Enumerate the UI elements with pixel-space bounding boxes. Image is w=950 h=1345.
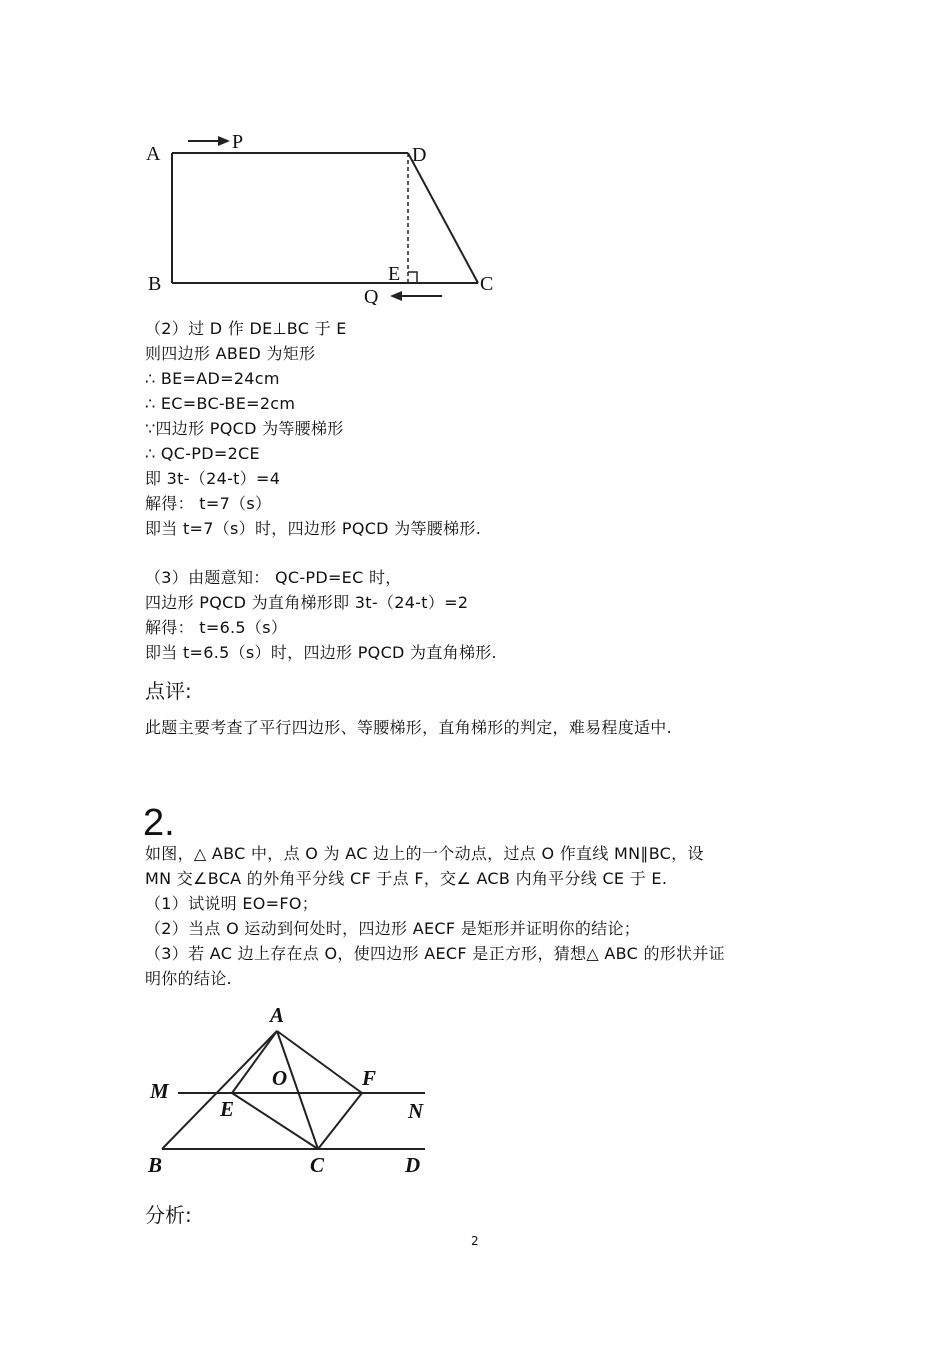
- label-n: N: [408, 1099, 424, 1123]
- segment-ec: [232, 1093, 318, 1149]
- solution-line: （2）过 D 作 DE⊥BC 于 E: [145, 319, 347, 338]
- label-d: D: [412, 144, 427, 166]
- label-c: C: [480, 273, 494, 295]
- label-e: E: [220, 1097, 235, 1121]
- label-e: E: [388, 263, 401, 285]
- problem-line: （2）当点 O 运动到何处时，四边形 AECF 是矩形并证明你的结论；: [145, 919, 641, 938]
- problem-line: （3）若 AC 边上存在点 O，使四边形 AECF 是正方形，猜想△ ABC 的形状并证: [145, 944, 725, 963]
- label-a: A: [146, 143, 161, 165]
- solution-line: ∴ BE=AD=24cm: [145, 369, 280, 388]
- label-f: F: [362, 1066, 377, 1090]
- label-c: C: [310, 1153, 325, 1177]
- label-d: D: [405, 1153, 421, 1177]
- segment-ae: [232, 1031, 277, 1093]
- label-b: B: [148, 1153, 163, 1177]
- solution-line: 即 3t-（24-t）=4: [145, 469, 281, 488]
- review-heading: 点评:: [145, 679, 192, 703]
- page-number: 2: [471, 1234, 479, 1248]
- label-a: A: [270, 1003, 285, 1027]
- problem-line: 如图，△ ABC 中，点 O 为 AC 边上的一个动点，过点 O 作直线 MN∥BC，设: [145, 844, 704, 863]
- side-ab: [162, 1031, 277, 1149]
- side-dc: [408, 153, 478, 283]
- solution-line: 即当 t=7（s）时，四边形 PQCD 为等腰梯形.: [145, 519, 482, 538]
- solution-line: 解得： t=7（s）: [145, 494, 272, 513]
- solution-line: 解得： t=6.5（s）: [145, 618, 288, 637]
- solution-line: 则四边形 ABED 为矩形: [145, 344, 316, 363]
- label-o: O: [272, 1066, 288, 1090]
- triangle-figure: [140, 1000, 440, 1185]
- solution-line: ∵四边形 PQCD 为等腰梯形: [145, 419, 344, 438]
- right-angle-mark: [408, 272, 417, 283]
- side-ac: [277, 1031, 318, 1149]
- label-p: P: [232, 131, 244, 153]
- label-m: M: [150, 1079, 169, 1103]
- problem-number: 2.: [143, 802, 175, 844]
- solution-line: 四边形 PQCD 为直角梯形即 3t-（24-t）=2: [145, 593, 469, 612]
- solution-line: （3）由题意知： QC-PD=EC 时，: [145, 568, 402, 587]
- solution-line: 即当 t=6.5（s）时，四边形 PQCD 为直角梯形.: [145, 643, 497, 662]
- analysis-heading: 分析:: [145, 1203, 192, 1227]
- trapezoid-figure: [140, 125, 510, 305]
- problem-line: 明你的结论.: [145, 969, 232, 988]
- problem-line: MN 交∠BCA 的外角平分线 CF 于点 F，交∠ ACB 内角平分线 CE 于 E.: [145, 869, 668, 888]
- arrow-q-head: [390, 291, 402, 301]
- segment-fc: [318, 1093, 362, 1149]
- problem-line: （1）试说明 EO=FO；: [145, 894, 319, 913]
- label-q: Q: [364, 286, 379, 305]
- arrow-p-head: [218, 136, 230, 146]
- segment-af: [277, 1031, 362, 1093]
- label-b: B: [148, 273, 162, 295]
- solution-line: ∴ QC-PD=2CE: [145, 444, 260, 463]
- solution-line: ∴ EC=BC-BE=2cm: [145, 394, 296, 413]
- review-text: 此题主要考查了平行四边形、等腰梯形，直角梯形的判定，难易程度适中.: [145, 718, 672, 737]
